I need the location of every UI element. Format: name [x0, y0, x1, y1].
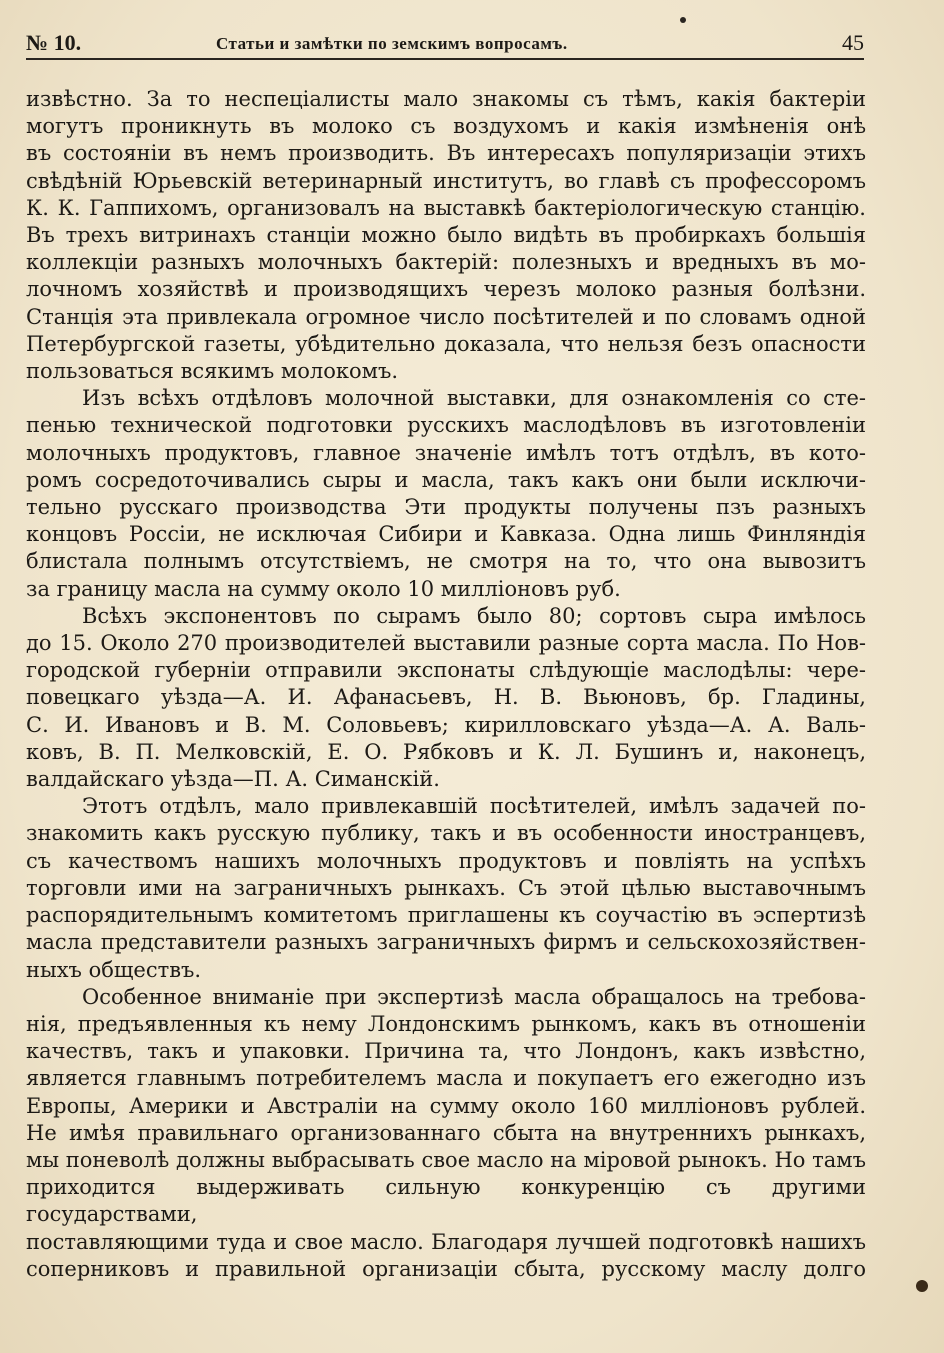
ink-spot: [916, 1280, 928, 1292]
text-line: знакомить какъ русскую публику, такъ и въ особенности иностранцевъ,: [26, 821, 866, 846]
header-rule: [26, 58, 864, 60]
text-line: въ состояніи въ немъ производить. Въ интересахъ популяризаціи этихъ: [26, 141, 866, 166]
running-title: Статьи и замѣтки по земскимъ вопросамъ.: [216, 34, 568, 53]
text-line: молочныхъ продуктовъ, главное значеніе имѣлъ тотъ отдѣлъ, въ кото-: [26, 440, 866, 465]
text-line: свѣдѣній Юрьевскій ветеринарный институтъ, во главѣ съ профессоромъ: [26, 168, 866, 193]
text-line: Этотъ отдѣлъ, мало привлекавшій посѣтителей, имѣлъ задачей по-: [82, 794, 866, 819]
text-line: качествъ, такъ и упаковки. Причина та, что Лондонъ, какъ извѣстно,: [26, 1039, 866, 1064]
text-line: Изъ всѣхъ отдѣловъ молочной выставки, для ознакомленія со сте-: [82, 386, 866, 411]
running-header: [26, 30, 864, 58]
text-line: С. И. Ивановъ и В. М. Соловьевъ; кирилловскаго уѣзда—А. А. Валь-: [26, 712, 866, 737]
text-line: городской губерніи отправили экспонаты слѣдующіе маслодѣлы: чере-: [26, 658, 866, 683]
text-line: Всѣхъ экспонентовъ по сырамъ было 80; сортовъ сыра имѣлось: [82, 603, 866, 628]
text-line: Не имѣя правильнаго организованнаго сбыта на внутреннихъ рынкахъ,: [26, 1120, 866, 1145]
text-line: Петербургской газеты, убѣдительно доказала, что нельзя безъ опасности: [26, 331, 866, 356]
text-line: поставляющими туда и свое масло. Благодаря лучшей подготовкѣ нашихъ: [26, 1229, 866, 1254]
text-line: Станція эта привлекала огромное число посѣтителей и по словамъ одной: [26, 304, 866, 329]
text-line: Европы, Америки и Австраліи на сумму около 160 милліоновъ рублей.: [26, 1093, 866, 1118]
text-line: приходится выдерживать сильную конкуренцію съ другими государствами,: [26, 1175, 866, 1227]
text-line: могутъ проникнуть въ молоко съ воздухомъ и какія измѣненія онѣ: [26, 114, 866, 139]
text-line: соперниковъ и правильной организаціи сбыта, русскому маслу долго: [26, 1256, 866, 1281]
text-line: мы поневолѣ должны выбрасывать свое масло на міровой рынокъ. Но тамъ: [26, 1147, 866, 1172]
text-line: коллекціи разныхъ молочныхъ бактерій: полезныхъ и вредныхъ въ мо-: [26, 250, 866, 275]
text-line: является главнымъ потребителемъ масла и покупаетъ его ежегодно изъ: [26, 1066, 866, 1091]
text-line: извѣстно. За то неспеціалисты мало знакомы съ тѣмъ, какія бактеріи: [26, 87, 866, 111]
ink-spot: [680, 17, 686, 23]
text-line: пенью технической подготовки русскихъ маслодѣловъ въ изготовленіи: [26, 413, 866, 438]
issue-number: № 10.: [26, 30, 82, 55]
text-line: К. К. Гаппихомъ, организовалъ на выставкѣ бактеріологическую станцію.: [26, 195, 866, 220]
body-text: [26, 86, 866, 1283]
text-line: тельно русскаго производства Эти продукты получены пзъ разныхъ: [26, 495, 866, 520]
text-line: блистала полнымъ отсутствіемъ, не смотря на то, что она вывозитъ: [26, 549, 866, 574]
text-line: до 15. Около 270 производителей выставили разные сорта масла. По Нов-: [26, 631, 866, 656]
text-line: съ качествомъ нашихъ молочныхъ продуктовъ и повліять на успѣхъ: [26, 848, 866, 873]
text-line: ковъ, В. П. Мелковскій, Е. О. Рябковъ и К. Л. Бушинъ и, наконецъ,: [26, 739, 866, 764]
text-line: распорядительнымъ комитетомъ приглашены къ соучастію въ эспертизѣ: [26, 903, 866, 928]
text-line: ромъ сосредоточивались сыры и масла, такъ какъ они были исключи-: [26, 467, 866, 492]
text-line: лочномъ хозяйствѣ и производящихъ черезъ молоко разныя болѣзни.: [26, 277, 866, 302]
text-line: повецкаго уѣзда—А. И. Афанасьевъ, Н. В. Вьюновъ, бр. Гладины,: [26, 685, 866, 710]
text-line: нія, предъявленныя къ нему Лондонскимъ рынкомъ, какъ въ отношеніи: [26, 1011, 866, 1036]
text-line: ныхъ обществъ.: [26, 957, 202, 982]
text-line: Особенное вниманіе при экспертизѣ масла обращалось на требова-: [82, 984, 866, 1009]
text-line: валдайскаго уѣзда—П. А. Симанскій.: [26, 767, 440, 792]
page-number: 45: [842, 30, 864, 55]
text-line: пользоваться всякимъ молокомъ.: [26, 359, 399, 384]
text-line: торговли ими на заграничныхъ рынкахъ. Съ этой цѣлью выставочнымъ: [26, 875, 866, 900]
text-line: Въ трехъ витринахъ станціи можно было видѣть въ пробиркахъ большія: [26, 223, 866, 248]
text-line: концовъ Россіи, не исключая Сибири и Кавказа. Одна лишь Финляндія: [26, 522, 866, 547]
text-line: за границу масла на сумму около 10 милліоновъ руб.: [26, 576, 621, 601]
text-line: масла представители разныхъ заграничныхъ фирмъ и сельскохозяйствен-: [26, 930, 866, 955]
